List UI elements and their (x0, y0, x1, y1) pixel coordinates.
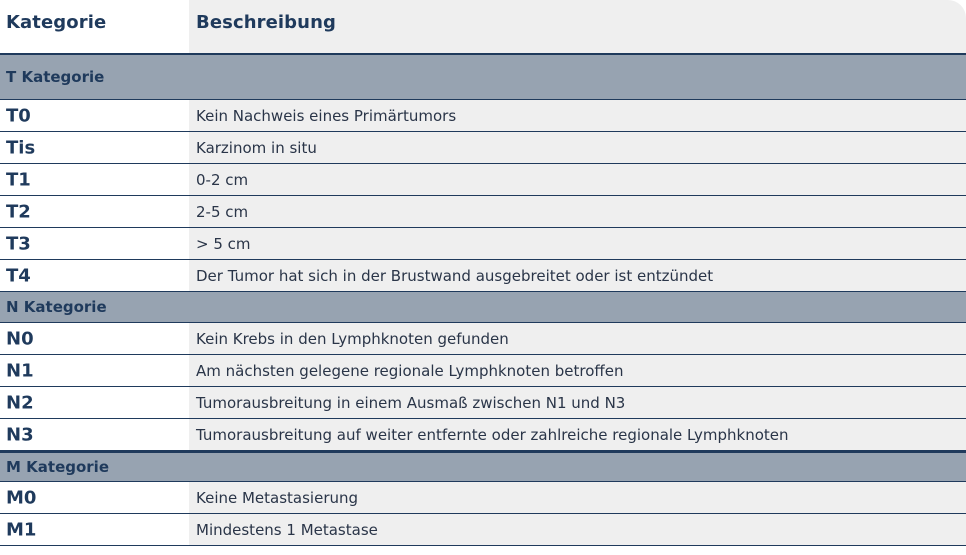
section-row-n (0, 292, 966, 323)
category-code: T0 (6, 105, 31, 126)
category-description: Tumorausbreitung auf weiter entfernte oder zahlreiche regionale Lymphknoten (196, 425, 789, 444)
table-row (0, 387, 966, 419)
table-row (0, 100, 966, 132)
category-code: N0 (6, 328, 34, 349)
table-row (0, 260, 966, 292)
category-description: 0-2 cm (196, 170, 249, 189)
section-row-m (0, 451, 966, 482)
table-row (0, 355, 966, 387)
table-header (0, 0, 966, 55)
category-code: N3 (6, 424, 34, 445)
category-code: N2 (6, 392, 34, 413)
category-code: T2 (6, 201, 31, 222)
category-description: 2-5 cm (196, 202, 249, 221)
category-description: Karzinom in situ (196, 138, 317, 157)
table-row (0, 196, 966, 228)
category-code: T3 (6, 233, 31, 254)
table-row (0, 482, 966, 514)
header-description-label: Beschreibung (196, 12, 336, 33)
category-code: M1 (6, 519, 37, 540)
header-category-label: Kategorie (6, 12, 107, 33)
table-row (0, 132, 966, 164)
section-title: N Kategorie (6, 298, 107, 316)
category-code: T1 (6, 169, 31, 190)
category-description: Mindestens 1 Metastase (196, 520, 378, 539)
category-code: T4 (6, 265, 31, 286)
table-body (0, 55, 966, 546)
category-code: Tis (6, 137, 36, 158)
category-description: Keine Metastasierung (196, 488, 359, 507)
description-cell (189, 196, 966, 227)
category-code: M0 (6, 487, 37, 508)
description-cell (189, 228, 966, 259)
category-description: Kein Nachweis eines Primärtumors (196, 106, 457, 125)
category-code: N1 (6, 360, 34, 381)
category-description: Am nächsten gelegene regionale Lymphknoten betroffen (196, 361, 624, 380)
category-description: Kein Krebs in den Lymphknoten gefunden (196, 329, 509, 348)
category-description: > 5 cm (196, 234, 251, 253)
description-cell (189, 164, 966, 195)
category-description: Der Tumor hat sich in der Brustwand ausgebreitet oder ist entzündet (196, 266, 714, 285)
section-row-t (0, 55, 966, 100)
table-row (0, 514, 966, 546)
table-row (0, 164, 966, 196)
section-title: M Kategorie (6, 458, 109, 476)
table-row (0, 228, 966, 260)
table-row (0, 419, 966, 451)
section-title: T Kategorie (6, 68, 105, 86)
category-description: Tumorausbreitung in einem Ausmaß zwischen N1 und N3 (196, 393, 626, 412)
table-row (0, 323, 966, 355)
